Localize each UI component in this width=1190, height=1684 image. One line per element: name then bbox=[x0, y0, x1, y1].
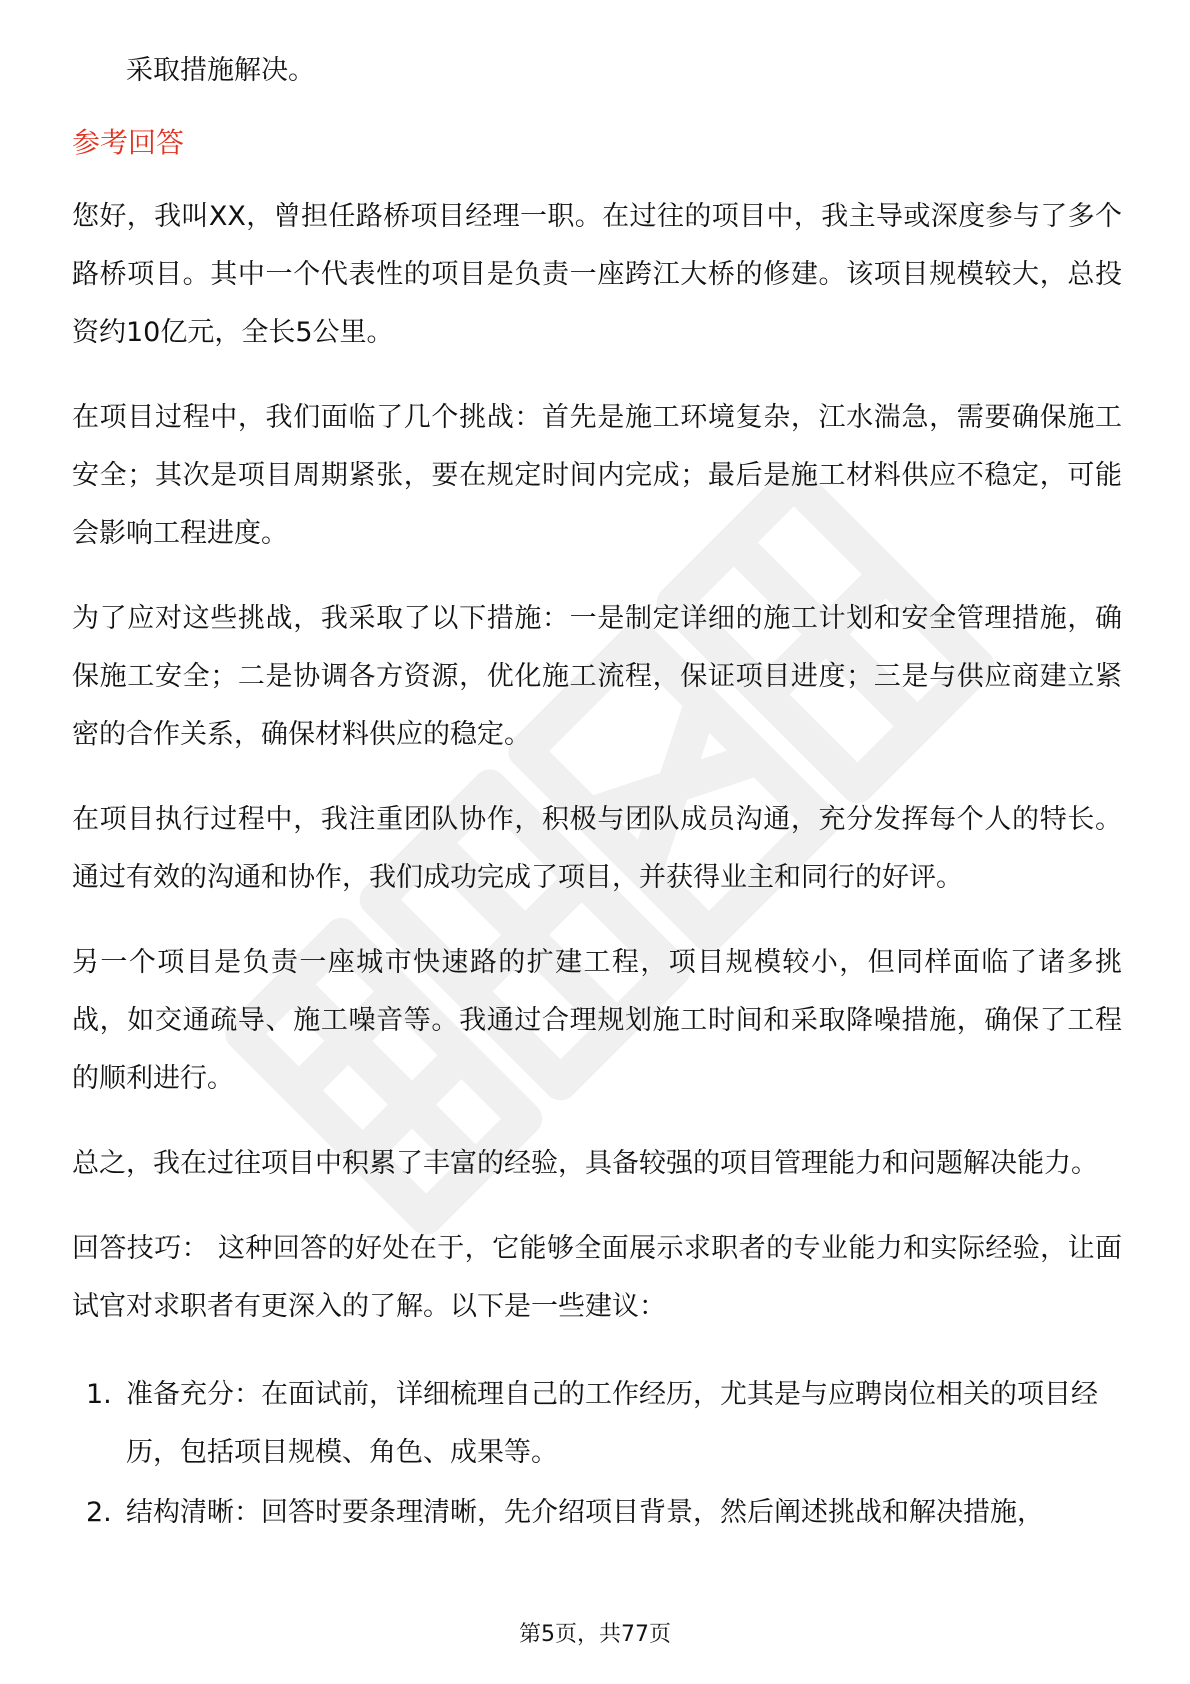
list-item-text: 准备充分：在面试前，详细梳理自己的工作经历，尤其是与应聘岗位相关的项目经历，包括项目规模、角色、成果等。 bbox=[126, 1379, 1098, 1468]
paragraph-4: 在项目执行过程中，我注重团队协作，积极与团队成员沟通，充分发挥每个人的特长。通过有效的沟通和协作，我们成功完成了项目，并获得业主和同行的好评。 bbox=[72, 804, 1122, 893]
list-item bbox=[72, 1366, 1122, 1482]
list-item-text: 结构清晰：回答时要条理清晰，先介绍项目背景，然后阐述挑战和解决措施， bbox=[126, 1497, 1044, 1528]
answer-tips: 回答技巧： 这种回答的好处在于，它能够全面展示求职者的专业能力和实际经验，让面试官对求职者有更深入的了解。以下是一些建议： bbox=[72, 1233, 1122, 1322]
section-title: 参考回答 bbox=[72, 126, 185, 159]
paragraph-1: 您好，我叫XX，曾担任路桥项目经理一职。在过往的项目中，我主导或深度参与了多个路桥项目。其中一个代表性的项目是负责一座跨江大桥的修建。该项目规模较大，总投资约10亿元，全长5公里。 bbox=[72, 201, 1122, 348]
suggestion-list bbox=[72, 1366, 1122, 1542]
list-item bbox=[72, 1484, 1122, 1542]
paragraph-2: 在项目过程中，我们面临了几个挑战：首先是施工环境复杂，江水湍急，需要确保施工安全；其次是项目周期紧张，要在规定时间内完成；最后是施工材料供应不稳定，可能会影响工程进度。 bbox=[72, 402, 1122, 549]
paragraph-3: 为了应对这些挑战，我采取了以下措施：一是制定详细的施工计划和安全管理措施，确保施工安全；二是协调各方资源，优化施工流程，保证项目进度；三是与供应商建立紧密的合作关系，确保材料供应的稳定。 bbox=[72, 603, 1122, 750]
intro-line: 采取措施解决。 bbox=[126, 55, 315, 86]
list-item-number: 2. bbox=[86, 1497, 112, 1528]
paragraph-5: 另一个项目是负责一座城市快速路的扩建工程，项目规模较小，但同样面临了诸多挑战，如交通疏导、施工噪音等。我通过合理规划施工时间和采取降噪措施，确保了工程的顺利进行。 bbox=[72, 947, 1122, 1094]
page-footer: 第5页，共77页 bbox=[519, 1622, 671, 1647]
document-body bbox=[72, 42, 1122, 1544]
paragraph-6: 总之，我在过往项目中积累了丰富的经验，具备较强的项目管理能力和问题解决能力。 bbox=[72, 1148, 1098, 1179]
list-item-number: 1. bbox=[86, 1379, 112, 1410]
